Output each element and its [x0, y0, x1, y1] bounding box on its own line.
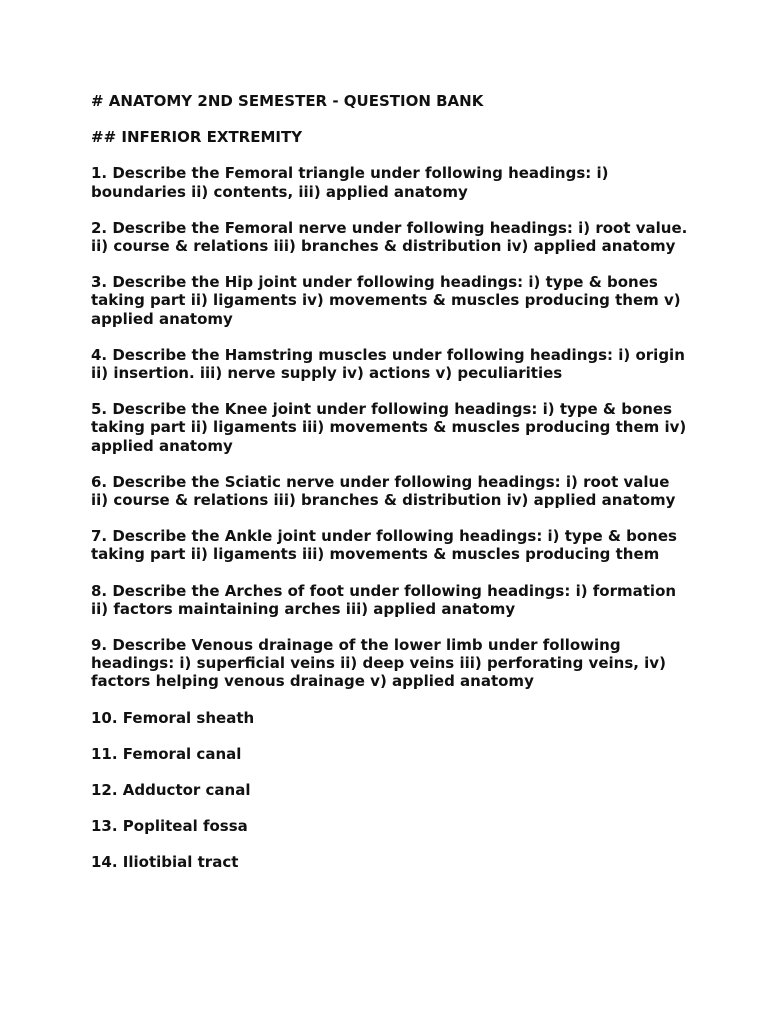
- question-item: 12. Adductor canal: [91, 781, 251, 800]
- question-item: 9. Describe Venous drainage of the lower limb under following headings: i) superficial veins ii) deep veins iii) perforating veins, iv) factors helping venous drainage v) applied anatomy: [91, 636, 666, 691]
- question-item: 4. Describe the Hamstring muscles under following headings: i) origin ii) insertion. iii) nerve supply iv) actions v) peculiarities: [91, 345, 685, 383]
- question-item: 2. Describe the Femoral nerve under following headings: i) root value. ii) course & relations iii) branches & distribution iv) applied anatomy: [91, 218, 688, 256]
- question-list: [91, 164, 691, 871]
- question-item: 3. Describe the Hip joint under following headings: i) type & bones taking part ii) ligaments iv) movements & muscles producing them v) applied anatomy: [91, 273, 681, 328]
- question-item: 1. Describe the Femoral triangle under following headings: i) boundaries ii) contents, iii) applied anatomy: [91, 164, 609, 201]
- document-title: # ANATOMY 2ND SEMESTER - QUESTION BANK: [91, 92, 484, 110]
- question-item: 14. Iliotibial tract: [91, 853, 239, 872]
- question-item: 5. Describe the Knee joint under following headings: i) type & bones taking part ii) ligaments iii) movements & muscles producing them iv) applied anatomy: [91, 400, 687, 455]
- question-item: 7. Describe the Ankle joint under following headings: i) type & bones taking part ii) ligaments iii) movements & muscles producing them: [91, 527, 677, 564]
- question-item: 8. Describe the Arches of foot under following headings: i) formation ii) factors maintaining arches iii) applied anatomy: [91, 581, 677, 618]
- question-item: 6. Describe the Sciatic nerve under following headings: i) root value ii) course & relations iii) branches & distribution iv) applied anatomy: [91, 472, 676, 510]
- question-item: 11. Femoral canal: [91, 744, 242, 763]
- section-heading: ## INFERIOR EXTREMITY: [91, 128, 303, 147]
- question-item: 13. Popliteal fossa: [91, 817, 248, 836]
- question-item: 10. Femoral sheath: [91, 708, 255, 727]
- document-page: [91, 92, 691, 890]
